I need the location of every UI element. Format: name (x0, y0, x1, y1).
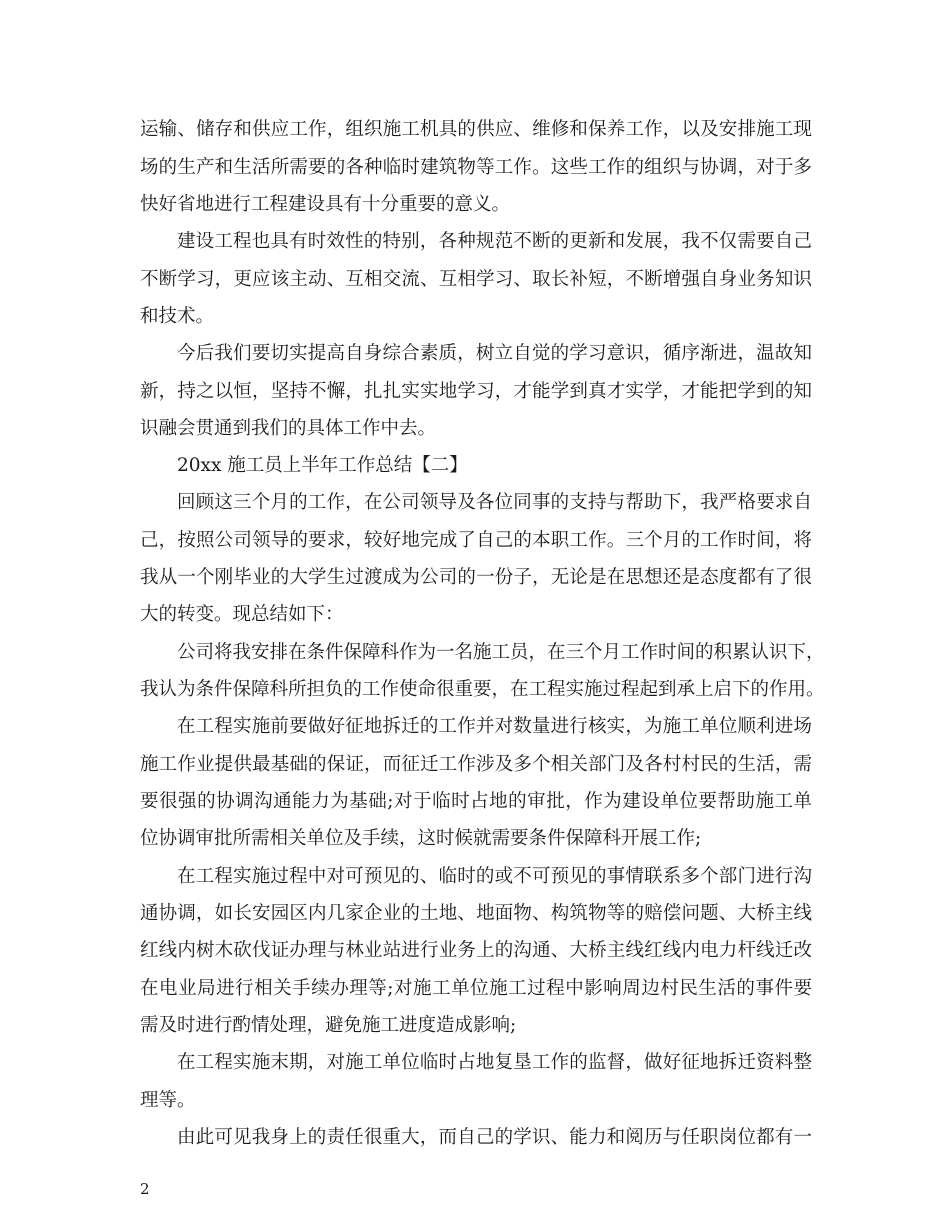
text-line: 在工程实施末期，对施工单位临时占地复垦工作的监督，做好征地拆迁资料整 (177, 1052, 812, 1073)
text-line: 通协调，如长安园区内几家企业的土地、地面物、构筑物等的赔偿问题、大桥主线 (140, 903, 812, 924)
text-line: 要很强的协调沟通能力为基础;对于临时占地的审批，作为建设单位要帮助施工单 (140, 791, 812, 812)
text-line: 己，按照公司领导的要求，较好地完成了自己的本职工作。三个月的工作时间，将 (140, 530, 812, 551)
text-line: 大的转变。现总结如下： (140, 604, 344, 625)
text-line: 和技术。 (140, 306, 215, 327)
page-number: 2 (140, 1180, 150, 1198)
text-line: 建设工程也具有时效性的特别，各种规范不断的更新和发展，我不仅需要自己 (177, 231, 812, 252)
section-heading: 20xx 施工员上半年工作总结【二】 (177, 455, 468, 476)
text-line: 识融会贯通到我们的具体工作中去。 (140, 418, 437, 439)
text-line: 不断学习，更应该主动、互相交流、互相学习、取长补短，不断增强自身业务知识 (140, 269, 812, 290)
text-line: 需及时进行酌情处理，避免施工进度造成影响; (140, 1015, 517, 1036)
text-line: 在工程实施前要做好征地拆迁的工作并对数量进行核实，为施工单位顺利进场 (177, 716, 812, 737)
text-line: 红线内树木砍伐证办理与林业站进行业务上的沟通、大桥主线红线内电力杆线迁改 (140, 940, 812, 961)
text-line: 我从一个刚毕业的大学生过渡成为公司的一份子，无论是在思想还是态度都有了很 (140, 567, 812, 588)
text-line: 我认为条件保障科所担负的工作使命很重要，在工程实施过程起到承上启下的作用。 (140, 679, 825, 700)
text-line: 公司将我安排在条件保障科作为一名施工员，在三个月工作时间的积累认识下， (177, 642, 825, 663)
text-line: 回顾这三个月的工作，在公司领导及各位同事的支持与帮助下，我严格要求自 (177, 492, 812, 513)
text-line: 在工程实施过程中对可预见的、临时的或不可预见的事情联系多个部门进行沟 (177, 866, 812, 887)
text-line: 快好省地进行工程建设具有十分重要的意义。 (140, 194, 511, 215)
text-line: 位协调审批所需相关单位及手续，这时候就需要条件保障科开展工作; (140, 828, 702, 849)
text-line: 理等。 (140, 1090, 196, 1111)
text-line: 运输、储存和供应工作，组织施工机具的供应、维修和保养工作，以及安排施工现 (140, 119, 812, 140)
text-line: 场的生产和生活所需要的各种临时建筑物等工作。这些工作的组织与协调，对于多 (140, 157, 812, 178)
text-line: 由此可见我身上的责任很重大，而自己的学识、能力和阅历与任职岗位都有一 (177, 1127, 812, 1148)
text-line: 施工作业提供最基础的保证，而征迁工作涉及多个相关部门及各村村民的生活，需 (140, 754, 812, 775)
text-line: 今后我们要切实提高自身综合素质，树立自觉的学习意识，循序渐进，温故知 (177, 343, 812, 364)
text-line: 在电业局进行相关手续办理等;对施工单位施工过程中影响周边村民生活的事件要 (140, 978, 812, 999)
text-line: 新，持之以恒，坚持不懈，扎扎实实地学习，才能学到真才实学，才能把学到的知 (140, 381, 812, 402)
